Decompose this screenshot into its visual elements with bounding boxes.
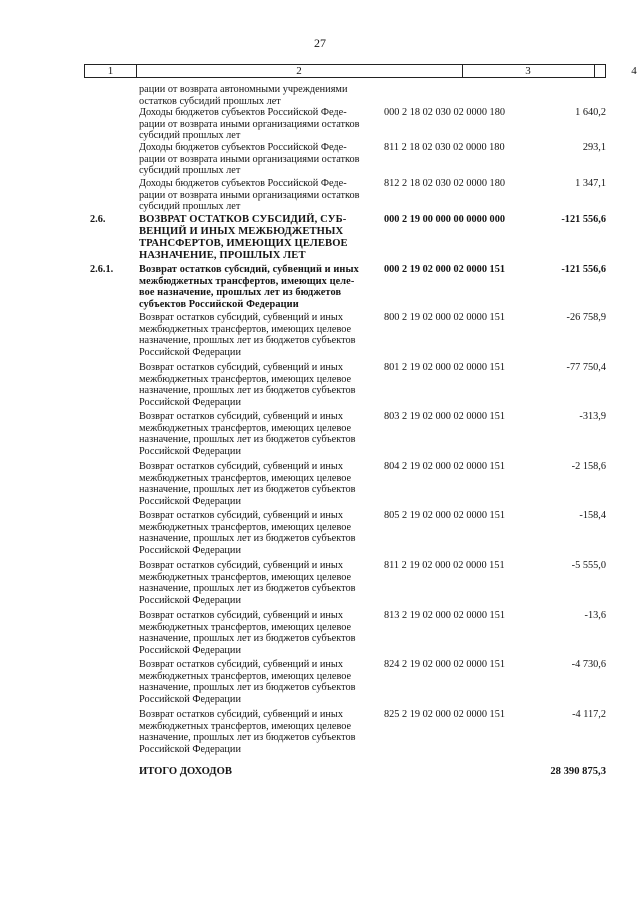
row-code: 000 2 18 02 030 02 0000 180	[384, 107, 505, 118]
row-code: 811 2 19 02 000 02 0000 151	[384, 560, 505, 571]
header-col-2: 2	[136, 65, 463, 77]
row-amount: -5 555,0	[571, 560, 606, 571]
row-amount: 1 640,2	[575, 107, 606, 118]
row-description: Возврат остатков субсидий, субвенций и иных межбюджетных трансфертов, имеющих целе- вое назначение, прошлых лет из бюджетов субъектов Российской Федерации	[139, 264, 359, 310]
header-col-3: 3	[462, 65, 595, 77]
row-description: Доходы бюджетов субъектов Российской Феде- рации от возврата иными организациями остатков субсидий прошлых лет	[139, 178, 360, 213]
row-description: Возврат остатков субсидий, субвенций и иных межбюджетных трансфертов, имеющих целевое назначение, прошлых лет из бюджетов субъектов Российской Федерации	[139, 411, 356, 457]
row-description: Возврат остатков субсидий, субвенций и иных межбюджетных трансфертов, имеющих целевое назначение, прошлых лет из бюджетов субъектов Российской Федерации	[139, 510, 356, 556]
row-amount: -158,4	[579, 510, 606, 521]
row-amount: -313,9	[579, 411, 606, 422]
row-description: Возврат остатков субсидий, субвенций и иных межбюджетных трансфертов, имеющих целевое назначение, прошлых лет из бюджетов субъектов Российской Федерации	[139, 560, 356, 606]
row-description: Возврат остатков субсидий, субвенций и иных межбюджетных трансфертов, имеющих целевое назначение, прошлых лет из бюджетов субъектов Российской Федерации	[139, 461, 356, 507]
table-header	[84, 64, 637, 78]
header-col-1: 1	[85, 65, 137, 77]
row-code: 811 2 18 02 030 02 0000 180	[384, 142, 505, 153]
row-amount: 293,1	[582, 142, 606, 153]
row-code: 000 2 19 00 000 00 0000 000	[384, 214, 505, 225]
row-code: 803 2 19 02 000 02 0000 151	[384, 411, 505, 422]
row-amount: -121 556,6	[561, 214, 606, 225]
row-code: 825 2 19 02 000 02 0000 151	[384, 709, 505, 720]
row-code: 813 2 19 02 000 02 0000 151	[384, 610, 505, 621]
row-number: 2.6.1.	[90, 264, 114, 275]
row-description: Возврат остатков субсидий, субвенций и иных межбюджетных трансфертов, имеющих целевое назначение, прошлых лет из бюджетов субъектов Российской Федерации	[139, 709, 356, 755]
row-description: Возврат остатков субсидий, субвенций и иных межбюджетных трансфертов, имеющих целевое назначение, прошлых лет из бюджетов субъектов Российской Федерации	[139, 362, 356, 408]
row-amount: -2 158,6	[571, 461, 606, 472]
row-amount: -26 758,9	[566, 312, 606, 323]
row-amount: -121 556,6	[561, 264, 606, 275]
row-code: 805 2 19 02 000 02 0000 151	[384, 510, 505, 521]
header-col-4: 4	[631, 65, 637, 77]
total-value: 28 390 875,3	[550, 766, 606, 777]
row-code: 800 2 19 02 000 02 0000 151	[384, 312, 505, 323]
total-label: ИТОГО ДОХОДОВ	[139, 766, 232, 777]
row-code: 804 2 19 02 000 02 0000 151	[384, 461, 505, 472]
row-description: Возврат остатков субсидий, субвенций и иных межбюджетных трансфертов, имеющих целевое назначение, прошлых лет из бюджетов субъектов Российской Федерации	[139, 610, 356, 656]
row-code: 000 2 19 02 000 02 0000 151	[384, 264, 505, 275]
row-code: 824 2 19 02 000 02 0000 151	[384, 659, 505, 670]
row-code: 812 2 18 02 030 02 0000 180	[384, 178, 505, 189]
row-amount: 1 347,1	[575, 178, 606, 189]
row-description: рации от возврата автономными учреждениями остатков субсидий прошлых лет	[139, 84, 348, 107]
page-number: 27	[314, 36, 326, 50]
row-description: Возврат остатков субсидий, субвенций и иных межбюджетных трансфертов, имеющих целевое назначение, прошлых лет из бюджетов субъектов Российской Федерации	[139, 659, 356, 705]
row-description: Возврат остатков субсидий, субвенций и иных межбюджетных трансфертов, имеющих целевое назначение, прошлых лет из бюджетов субъектов Российской Федерации	[139, 312, 356, 358]
row-code: 801 2 19 02 000 02 0000 151	[384, 362, 505, 373]
row-description: Доходы бюджетов субъектов Российской Феде- рации от возврата иными организациями остатков субсидий прошлых лет	[139, 107, 360, 142]
row-description: ВОЗВРАТ ОСТАТКОВ СУБСИДИЙ, СУБ- ВЕНЦИЙ И ИНЫХ МЕЖБЮДЖЕТНЫХ ТРАНСФЕРТОВ, ИМЕЮЩИХ ЦЕЛЕВОЕ НАЗНАЧЕНИЕ, ПРОШЛЫХ ЛЕТ	[139, 214, 348, 261]
row-amount: -13,6	[584, 610, 606, 621]
row-description: Доходы бюджетов субъектов Российской Феде- рации от возврата иными организациями остатков субсидий прошлых лет	[139, 142, 360, 177]
row-amount: -4 730,6	[571, 659, 606, 670]
row-amount: -77 750,4	[566, 362, 606, 373]
row-number: 2.6.	[90, 214, 106, 225]
row-amount: -4 117,2	[572, 709, 606, 720]
